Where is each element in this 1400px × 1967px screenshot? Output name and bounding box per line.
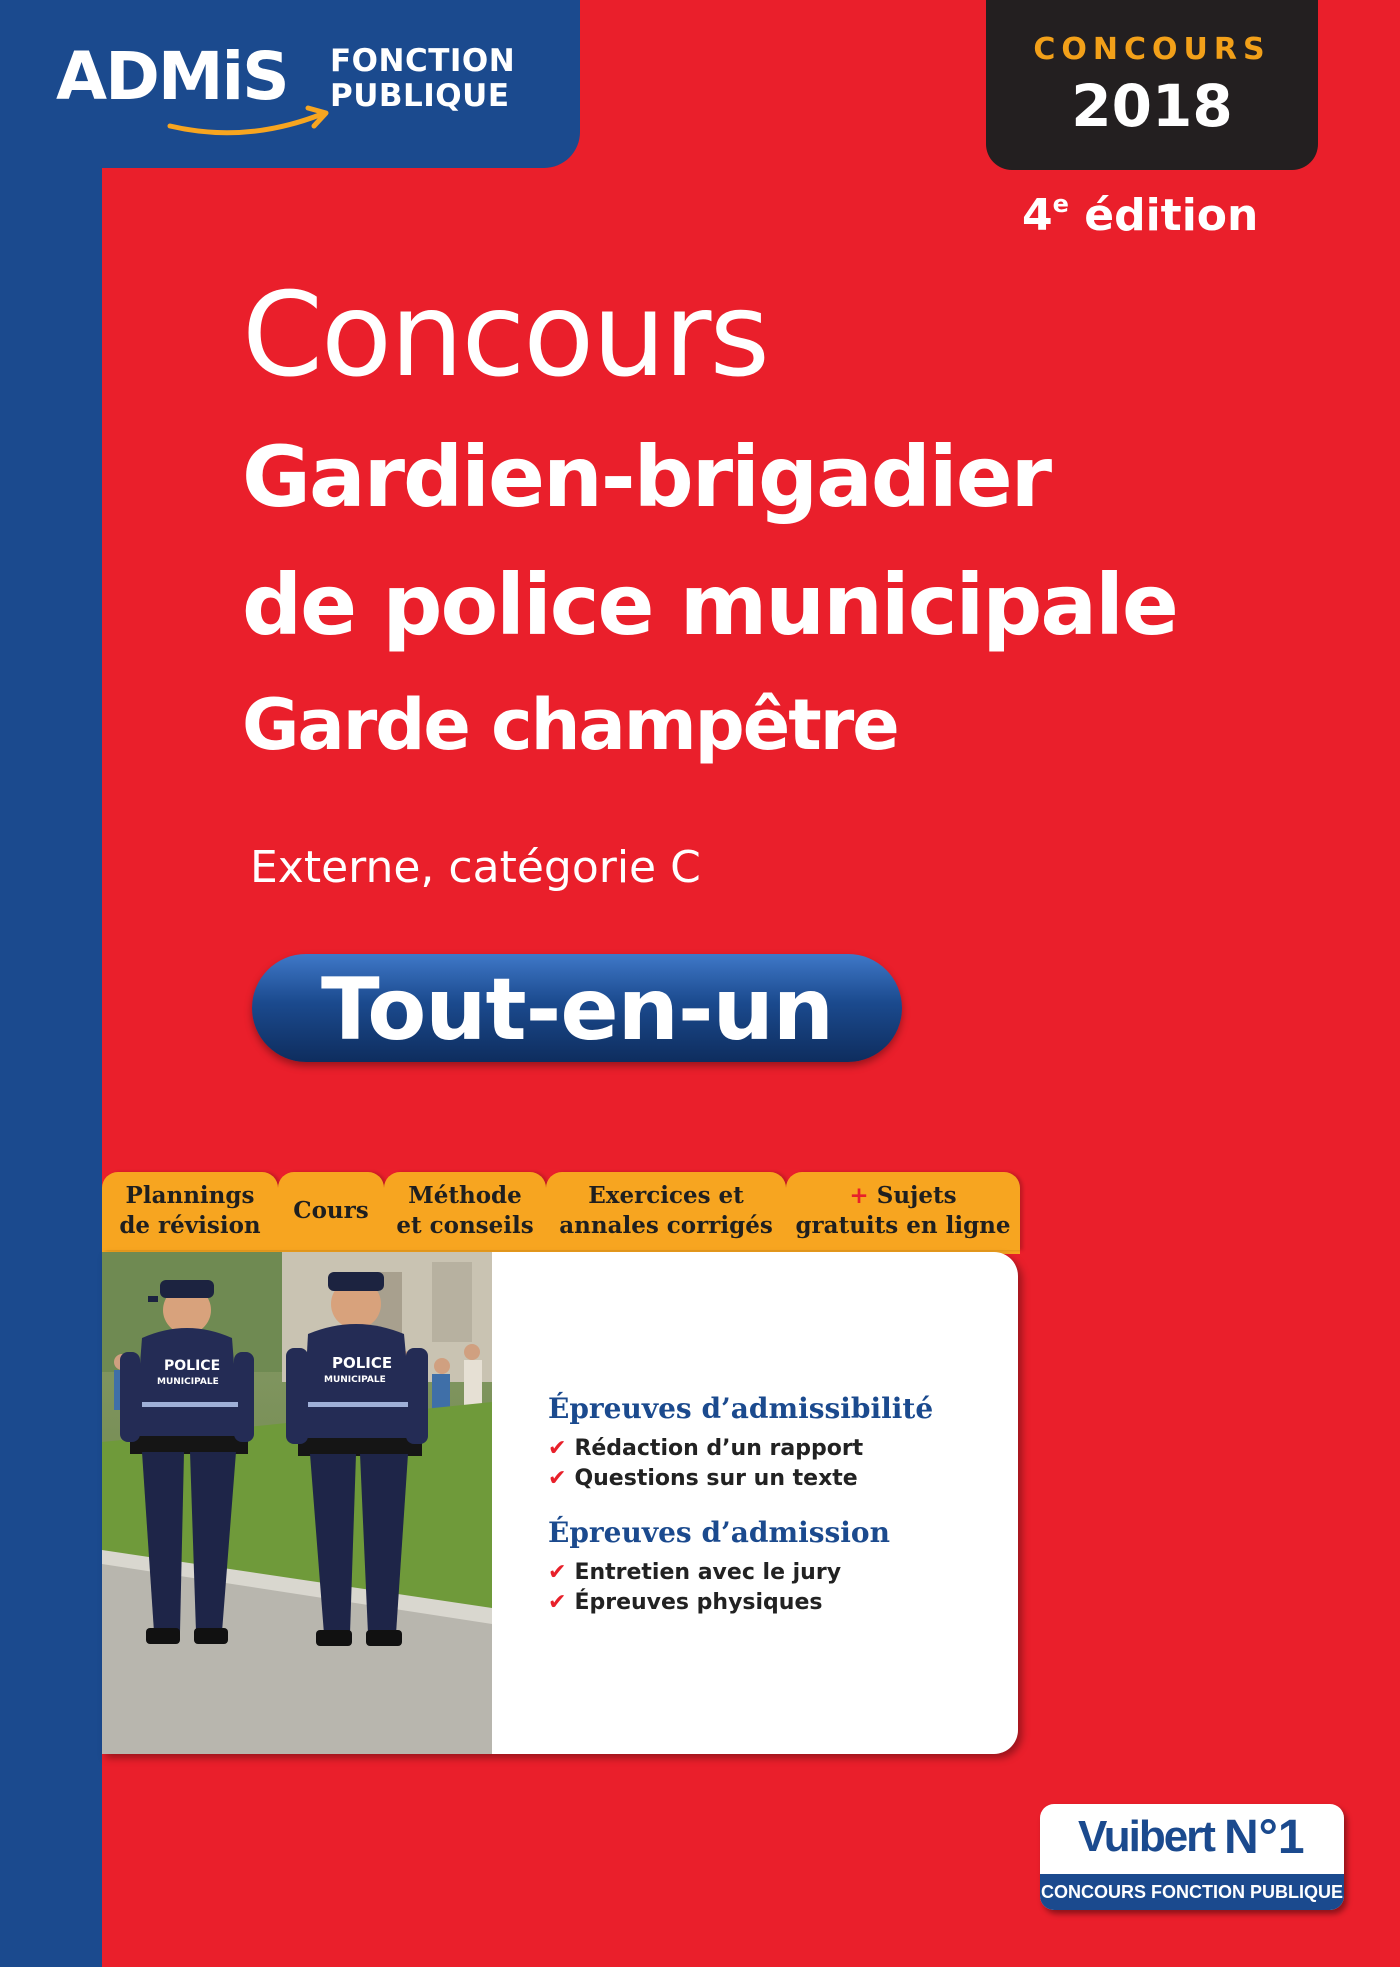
list-item [548,1466,858,1491]
tab-sujets-line1: Sujets [876,1182,957,1209]
check-icon: ✔ [548,1466,567,1491]
list-item-label: Questions sur un texte [574,1466,858,1491]
tab-methode-line1: Méthode [408,1182,522,1209]
list-item-label: Rédaction d’un rapport [574,1436,864,1461]
tab-methode [384,1172,546,1250]
subtitle: Externe, catégorie C [250,842,701,893]
vuibert-logo: Vuibert [1078,1812,1214,1861]
tab-plannings-line2: de révision [119,1212,261,1239]
fonction-publique-label [330,44,515,114]
check-icon: ✔ [548,1590,567,1615]
vest-1-subtext: MUNICIPALE [157,1377,219,1387]
list-item-label: Épreuves physiques [574,1590,823,1615]
tab-methode-line2: et conseils [396,1212,534,1239]
title-kicker: Concours [242,268,768,403]
tab-sujets-enligne: en ligne [906,1212,1011,1239]
edition-number: 4 [1022,190,1053,241]
title-line-1: Gardien-brigadier [242,428,1051,526]
swoosh-arrow-icon [166,104,336,144]
vuibert-badge [1040,1804,1344,1910]
blue-side-band [0,0,102,1967]
vest-1-text: POLICE [164,1358,221,1374]
edition-word: édition [1084,190,1259,241]
edition-label [1022,190,1258,241]
plus-icon: + [849,1183,869,1209]
check-icon: ✔ [548,1560,567,1585]
vuibert-rank: N°1 [1224,1811,1305,1864]
list-item [548,1590,822,1615]
tab-plannings-line1: Plannings [125,1182,255,1209]
section-admissibilite-title: Épreuves d’admissibilité [548,1392,934,1425]
title-line-3: Garde champêtre [242,684,898,766]
police-officers-photo [102,1252,492,1754]
tab-exercices-line1: Exercices et [588,1182,744,1209]
tab-exercices [546,1172,786,1250]
badge-year: 2018 [1071,72,1233,140]
content-panel [102,1252,1018,1754]
pill-label: Tout-en-un [320,960,834,1060]
publique-label: PUBLIQUE [330,78,510,114]
tab-plannings [102,1172,278,1250]
list-item [548,1436,863,1461]
tab-exercices-line2: annales corrigés [559,1212,773,1239]
tab-sujets [786,1172,1020,1250]
admis-logo-text: ADMiS [56,38,288,115]
edition-suffix: e [1052,190,1069,218]
badge-label: CONCOURS [1033,32,1271,67]
vest-2-subtext: MUNICIPALE [324,1375,386,1385]
list-item-label: Entretien avec le jury [574,1560,842,1585]
check-icon: ✔ [548,1436,567,1461]
title-line-2: de police municipale [242,556,1177,654]
vest-2-text: POLICE [332,1354,393,1372]
tout-en-un-pill [252,954,902,1062]
tab-cours-label: Cours [293,1197,369,1224]
list-item [548,1560,841,1585]
concours-year-badge [986,0,1318,170]
fonction-label: FONCTION [330,43,516,79]
tab-sujets-gratuits: gratuits [795,1212,899,1239]
section-admission-title: Épreuves d’admission [548,1516,890,1549]
admis-logo-plate [0,0,580,168]
tab-cours [278,1172,384,1250]
vuibert-tagline: CONCOURS FONCTION PUBLIQUE [1040,1874,1344,1910]
